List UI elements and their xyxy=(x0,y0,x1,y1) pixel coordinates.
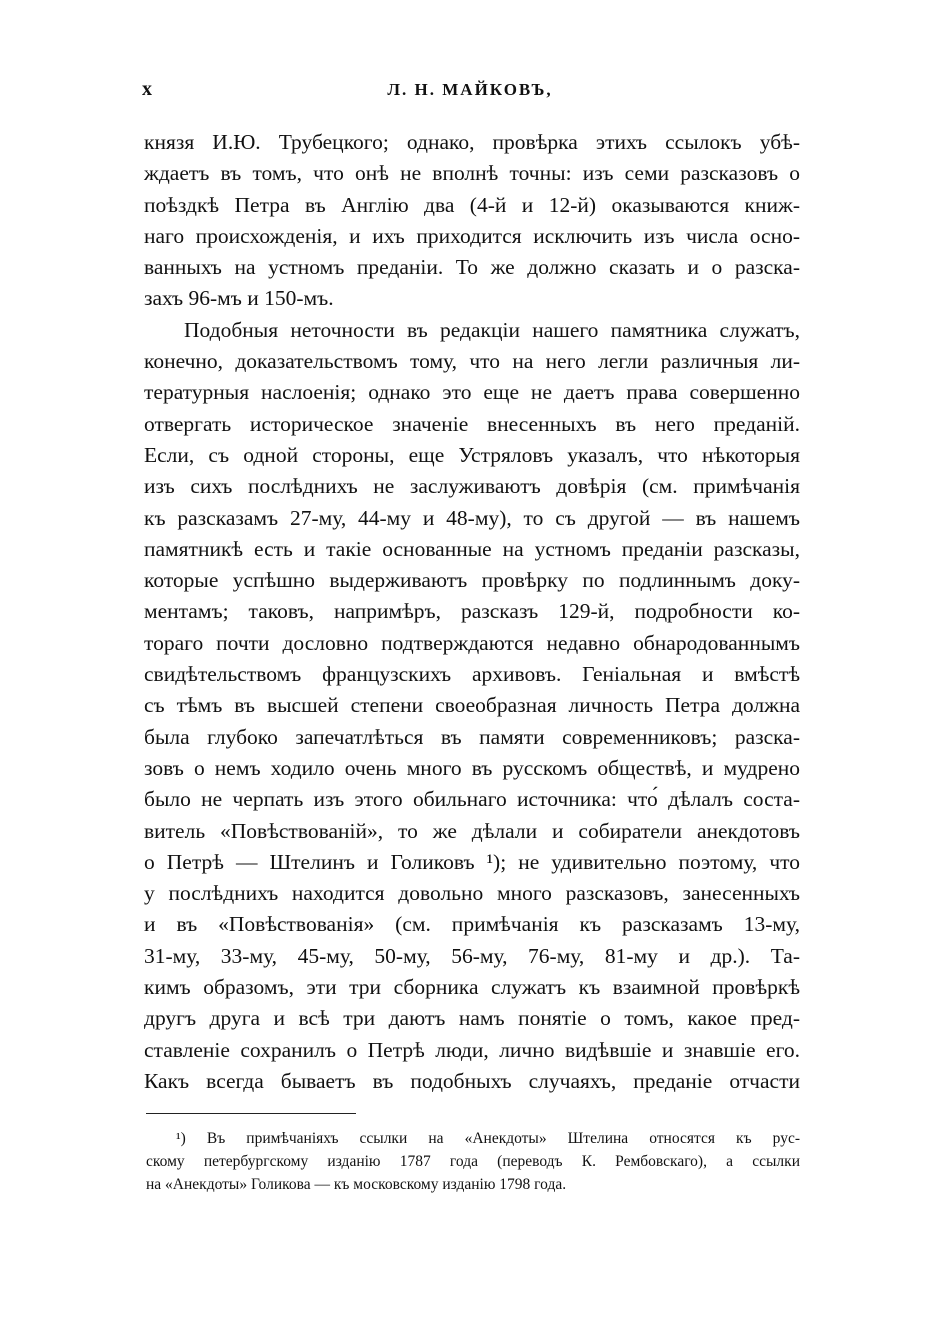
text-line: тературныя наслоенія; однако это еще не даетъ права совершенно xyxy=(144,380,800,405)
text-line: которые успѣшно выдерживаютъ провѣрку по подлиннымъ доку- xyxy=(144,568,800,593)
running-head: Л. Н. МАЙКОВЪ, xyxy=(387,80,553,99)
text-line: князя И.Ю. Трубецкого; однако, провѣрка этихъ ссылокъ убѣ- xyxy=(144,130,800,154)
text-line: Подобныя неточности въ редакціи нашего памятника служатъ, xyxy=(184,317,800,342)
text-line: ставленіе сохранилъ о Петрѣ люди, лично видѣвшіе и знавшіе его. xyxy=(144,1037,800,1062)
footnote-line: скому петербургскому изданію 1787 года (переводъ К. Рембовскаго), а ссылки xyxy=(146,1153,800,1170)
text-line: 31-му, 33-му, 45-му, 50-му, 56-му, 76-му, 81-му и др.). Та- xyxy=(144,943,800,968)
text-line: и въ «Повѣствованія» (см. примѣчанія къ разсказамъ 13-му, xyxy=(144,912,800,937)
text-line: была глубоко запечатлѣться въ памяти современниковъ; разска- xyxy=(144,724,800,749)
text-line: захъ 96-мъ и 150-мъ. xyxy=(144,286,334,311)
page-header xyxy=(140,78,800,108)
footnote xyxy=(146,1127,800,1196)
text-line: къ разсказамъ 27-му, 44-му и 48-му), то съ другой — въ нашемъ xyxy=(144,505,800,530)
text-line: Какъ всегда бываетъ въ подобныхъ случаяхъ, преданіе отчасти xyxy=(144,1068,800,1093)
text-line: съ тѣмъ въ высшей степени своеобразная личность Петра должна xyxy=(144,693,800,718)
text-line: конечно, доказательствомъ тому, что на него легли различныя ли- xyxy=(144,349,800,374)
text-line: наго происхожденія, и ихъ приходится исключить изъ числа осно- xyxy=(144,223,800,248)
text-line: изъ сихъ послѣднихъ не заслуживаютъ довѣрія (см. примѣчанія xyxy=(144,474,800,499)
text-line: памятникѣ есть и такіе основанные на устномъ преданіи разсказы, xyxy=(144,536,800,561)
text-line: кимъ образомъ, эти три сборника служатъ къ взаимной провѣркѣ xyxy=(144,975,800,1000)
footnote-line: ¹) Въ примѣчаніяхъ ссылки на «Анекдоты» Штелина относятся къ рус- xyxy=(176,1130,800,1147)
text-line: зовъ о немъ ходило очень много въ русскомъ обществѣ, и мудрено xyxy=(144,755,800,780)
text-line: поѣздкѣ Петра въ Англію два (4-й и 12-й) оказываются книж- xyxy=(144,192,800,217)
body-text xyxy=(144,127,800,1097)
text-line: Если, съ одной стороны, еще Устряловъ указалъ, что нѣкоторыя xyxy=(144,442,800,467)
text-line: витель «Повѣствованій», то же дѣлали и собиратели анекдотовъ xyxy=(144,818,800,843)
footnote-line: на «Анекдоты» Голикова — къ московскому изданію 1798 года. xyxy=(146,1176,567,1193)
text-line: о Петрѣ — Штелинъ и Голиковъ ¹); не удивительно поэтому, что xyxy=(144,849,800,874)
page-number: x xyxy=(142,78,152,100)
footnote-divider xyxy=(146,1113,356,1114)
text-line: другъ друга и всѣ три даютъ намъ понятіе о томъ, какое пред- xyxy=(144,1006,800,1031)
text-line: тораго почти дословно подтверждаются недавно обнародованнымъ xyxy=(144,630,800,655)
text-line: ментамъ; таковъ, напримѣръ, разсказъ 129-й, подробности ко- xyxy=(144,599,800,624)
text-line: у послѣднихъ находится довольно много разсказовъ, занесенныхъ xyxy=(144,881,800,906)
text-line: было не черпать изъ этого обильнаго источника: что́ дѣлалъ соста- xyxy=(144,787,800,812)
text-line: ванныхъ на устномъ преданіи. То же должно сказать и о разска- xyxy=(144,255,800,280)
text-line: свидѣтельствомъ французскихъ архивовъ. Геніальная и вмѣстѣ xyxy=(144,662,800,687)
text-line: отвергать историческое значеніе внесенныхъ въ него преданій. xyxy=(144,411,800,436)
text-line: ждаетъ въ томъ, что онѣ не вполнѣ точны: изъ семи разсказовъ о xyxy=(144,161,800,186)
